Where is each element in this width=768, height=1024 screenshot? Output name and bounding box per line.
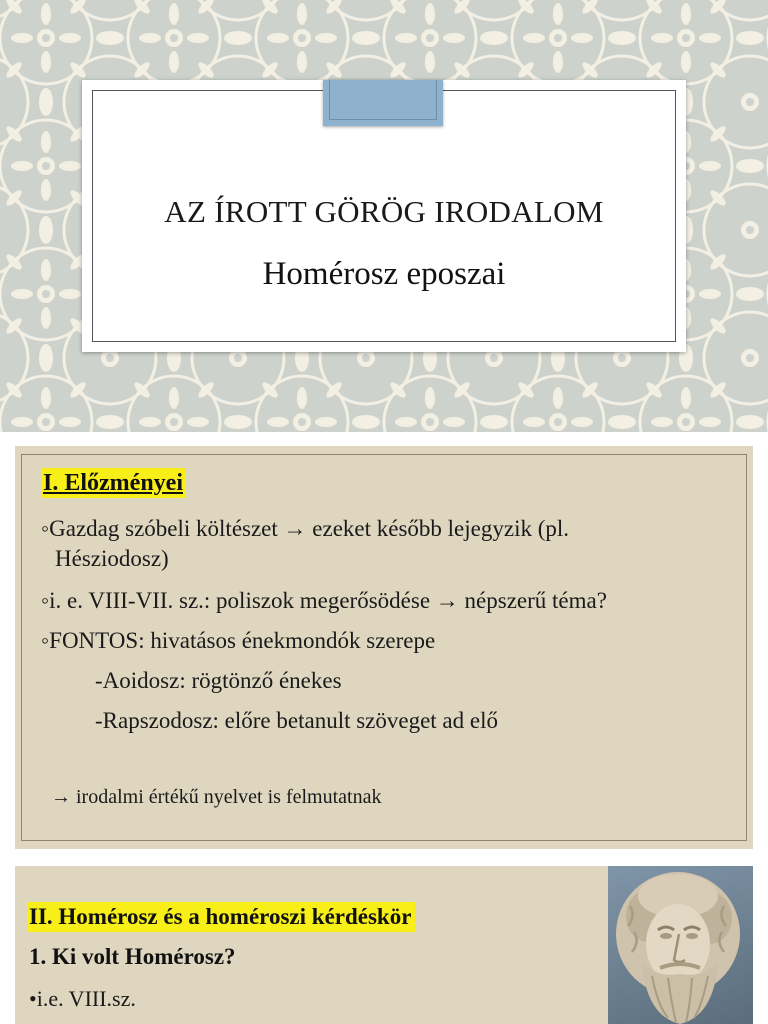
conclusion-line: → irodalmi értékű nyelvet is felmutatnak	[51, 786, 382, 808]
section-heading: II. Homérosz és a homéroszi kérdéskör	[27, 902, 415, 932]
subsection-heading: 1. Ki volt Homérosz?	[29, 944, 236, 969]
content-slide-homer	[15, 866, 753, 1024]
title-tab-decoration	[323, 80, 443, 126]
sub-item-aoidos: -Aoidosz: rögtönző énekes	[95, 668, 342, 693]
bullet-poleis: ◦i. e. VIII-VII. sz.: poliszok megerősödése → népszerű téma?	[41, 588, 607, 613]
bullet-oral-poetry-cont: Hésziodosz)	[55, 546, 169, 571]
slide-title: AZ ÍROTT GÖRÖG IRODALOM	[164, 194, 604, 229]
homer-bust-image	[608, 866, 753, 1024]
bullet-oral-poetry: ◦Gazdag szóbeli költészet → ezeket később lejegyzik (pl.	[41, 516, 570, 541]
section-heading: I. Előzményei	[43, 470, 183, 496]
sub-item-rhapsode: -Rapszodosz: előre betanult szöveget ad elő	[95, 708, 498, 733]
homer-bust-illustration	[608, 866, 753, 1024]
content-slide-antecedents	[15, 446, 753, 849]
bullet-date: •i.e. VIII.sz.	[29, 986, 136, 1011]
title-card	[82, 80, 686, 352]
slide-subtitle: Homérosz eposzai	[262, 256, 506, 292]
bullet-singers: ◦FONTOS: hivatásos énekmondók szerepe	[41, 628, 436, 653]
title-slide	[0, 0, 768, 432]
